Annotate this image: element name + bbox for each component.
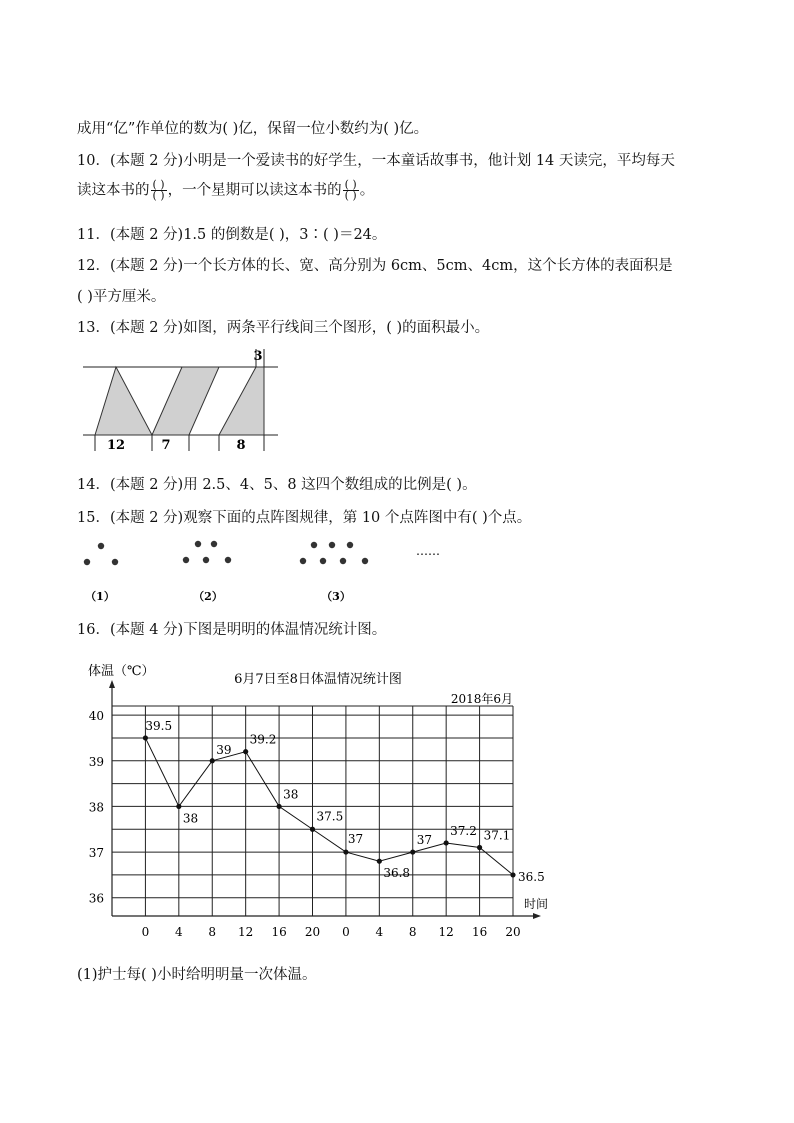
data-point: [343, 849, 348, 854]
data-point: [510, 872, 515, 877]
x-axis-arrow: [533, 913, 541, 919]
q12-line-1: 12．(本题 2 分)一个长方体的长、宽、高分别为 6cm、5cm、4cm，这个长方体的表面积是: [77, 258, 673, 274]
data-label: 38: [283, 787, 299, 802]
q13-line: 13．(本题 2 分)如图，两条平行线间三个图形，( )的面积最小。: [77, 320, 490, 336]
q16-sub1-line: (1)护士每( )小时给明明量一次体温。: [77, 967, 317, 983]
data-label: 39.2: [249, 732, 277, 747]
data-label: 37: [416, 833, 433, 848]
q10-text-end: 。: [359, 182, 375, 199]
x-tick-label: 8: [208, 925, 217, 939]
data-label: 37.5: [316, 809, 344, 824]
q12-line-2: ( )平方厘米。: [77, 289, 166, 305]
x-tick-label: 8: [408, 925, 417, 939]
trapezoid-shape: [219, 367, 264, 435]
chart-title: 6月7日至8日体温情况统计图: [234, 672, 402, 687]
label-3: 3: [253, 349, 263, 364]
dot-pattern-1: [84, 543, 118, 565]
dot-pattern-3: [300, 542, 368, 564]
fraction-blank-2[interactable]: $\frac{( )}{( )}$: [344, 178, 357, 202]
pattern-label-3: （3）: [321, 590, 351, 603]
chart-date-note: 2018年6月: [450, 692, 513, 706]
parallelogram-shape: [152, 367, 219, 435]
x-tick-label: 0: [141, 925, 150, 939]
data-point: [210, 758, 215, 763]
data-label: 39.5: [145, 718, 173, 733]
chart-xlabel: 时间: [523, 897, 549, 911]
q9-tail-line: 成用“亿”作单位的数为( )亿，保留一位小数约为( )亿。: [77, 121, 429, 137]
y-tick-label: 36: [88, 891, 104, 906]
data-point: [143, 735, 148, 740]
q16-line: 16．(本题 4 分)下图是明明的体温情况统计图。: [77, 622, 387, 638]
pattern-label-2: （2）: [193, 590, 223, 603]
q10-text-pre: 读这本书的: [77, 182, 150, 199]
data-label: 39: [216, 742, 232, 757]
x-tick-label: 12: [238, 925, 254, 939]
triangle-shape: [95, 367, 152, 435]
data-point: [176, 804, 181, 809]
temperature-line-chart: [78, 655, 558, 945]
y-tick-label: 39: [88, 754, 104, 769]
dot-pattern-2: [183, 541, 231, 563]
y-tick-label: 37: [88, 846, 104, 861]
data-label: 36.8: [383, 866, 411, 881]
y-tick-label: 38: [88, 800, 104, 815]
pattern-label-1: （1）: [85, 590, 115, 603]
dot-pattern-figure: [78, 535, 458, 607]
data-point: [477, 845, 482, 850]
x-tick-label: 20: [304, 925, 321, 939]
chart-ylabel: 体温（℃）: [88, 664, 155, 679]
label-7: 7: [161, 438, 171, 453]
x-tick-label: 16: [471, 925, 488, 939]
x-tick-label: 16: [271, 925, 287, 939]
q10-line-1: 10．(本题 2 分)小明是一个爱读书的好学生，一本童话故事书，他计划 14 天读完，平均每天: [77, 153, 675, 169]
label-8: 8: [236, 438, 246, 453]
data-point: [310, 827, 315, 832]
x-tick-label: 4: [175, 925, 183, 939]
data-point: [377, 859, 382, 864]
x-tick-label: 0: [342, 925, 350, 939]
q11-line: 11．(本题 2 分)1.5 的倒数是( )，3∶( )＝24。: [77, 227, 387, 243]
data-label: 36.5: [518, 869, 545, 884]
q10-line-2: [77, 180, 374, 201]
y-axis-arrow: [109, 680, 115, 688]
data-label: 37.2: [450, 823, 477, 838]
x-tick-label: 20: [505, 925, 521, 939]
y-tick-label: 40: [88, 709, 104, 724]
x-tick-label: 12: [438, 925, 454, 939]
q15-line: 15．(本题 2 分)观察下面的点阵图规律，第 10 个点阵图中有( )个点。: [77, 510, 532, 526]
data-point: [444, 840, 449, 845]
q14-line: 14．(本题 2 分)用 2.5、4、5、8 这四个数组成的比例是( )。: [77, 477, 477, 493]
label-12: 12: [106, 438, 126, 453]
data-point: [243, 749, 248, 754]
data-label: 37: [347, 832, 364, 847]
data-label: 37.1: [483, 828, 511, 843]
data-point: [410, 849, 415, 854]
q10-text-mid: ，一个星期可以读这本书的: [167, 182, 342, 199]
parallel-lines-figure: [78, 345, 288, 457]
ellipsis: ……: [416, 544, 440, 558]
fraction-blank-1[interactable]: $\frac{( )}{( )}$: [152, 178, 165, 202]
x-tick-label: 4: [375, 925, 384, 939]
data-label: 38: [182, 811, 199, 826]
data-point: [276, 804, 281, 809]
